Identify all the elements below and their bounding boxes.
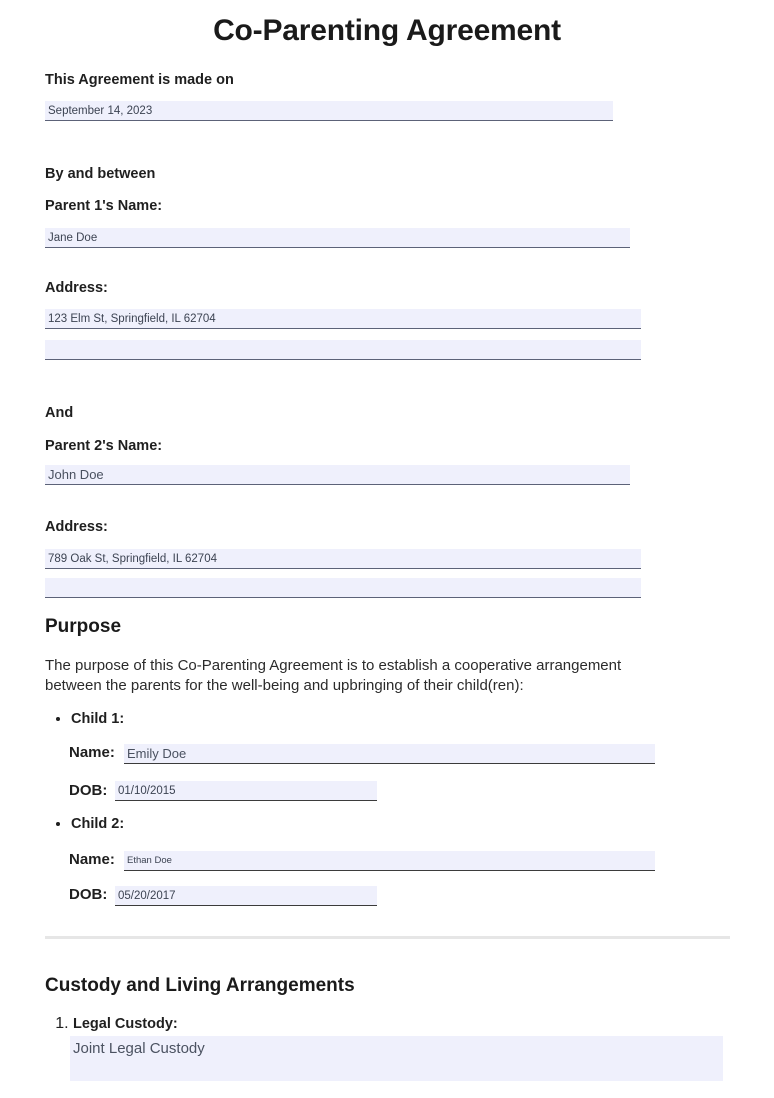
parent1-address-label: Address:: [45, 280, 108, 296]
parent1-name-field[interactable]: Jane Doe: [45, 228, 630, 248]
child-1-name-field[interactable]: Emily Doe: [124, 744, 655, 764]
legal-custody-label: Legal Custody: [73, 1016, 173, 1032]
child-2-bullet-list: [45, 815, 371, 833]
child-2-name-label: Name:: [69, 851, 115, 868]
child-1-bullet-list: [45, 710, 371, 728]
child-2-dob-field[interactable]: 05/20/2017: [115, 886, 377, 906]
label-colon: :: [172, 1016, 178, 1032]
parent2-address-line2-field[interactable]: [45, 578, 641, 598]
and-label: And: [45, 405, 74, 421]
parent2-address-label: Address:: [45, 519, 108, 535]
section-divider: [45, 936, 730, 939]
child-2-item: [71, 815, 371, 833]
label-colon: :: [102, 886, 108, 903]
parent1-name-label: Parent 1's Name:: [45, 198, 163, 214]
label-colon: :: [103, 280, 108, 296]
purpose-heading: Purpose: [45, 616, 122, 637]
label-colon: :: [103, 519, 108, 535]
by-and-between-label: By and between: [45, 166, 156, 182]
parent2-address-line1-field[interactable]: 789 Oak St, Springfield, IL 62704: [45, 549, 641, 569]
child-2-name-field[interactable]: Ethan Doe: [124, 851, 655, 871]
label-colon: :: [102, 782, 108, 799]
purpose-paragraph: The purpose of this Co-Parenting Agreement is to establish a cooperative arrangement between the parents for the well-being and upbringing of their child(ren):: [45, 657, 622, 694]
agreement-date-field[interactable]: September 14, 2023: [45, 101, 613, 121]
child-1-dob-field[interactable]: 01/10/2015: [115, 781, 377, 801]
label-colon: :: [119, 816, 125, 832]
label-colon: :: [119, 711, 125, 727]
label-colon: :: [157, 438, 163, 454]
parent1-address-line2-field[interactable]: [45, 340, 641, 360]
child-1-label: Child 1: [71, 711, 120, 727]
child-1-name-label: Name:: [69, 744, 115, 761]
child-2-dob-label: DOB:: [69, 886, 108, 903]
child-1-item: [71, 710, 371, 728]
custody-item-legal: [73, 1015, 473, 1033]
label-colon: :: [109, 744, 115, 761]
agreement-date-label: This Agreement is made on: [45, 72, 234, 88]
page-title: Co-Parenting Agreement: [213, 14, 561, 47]
child-1-dob-label: DOB:: [69, 782, 108, 799]
label-colon: :: [109, 851, 115, 868]
legal-custody-textarea[interactable]: Joint Legal Custody: [70, 1036, 723, 1081]
label-colon: :: [157, 198, 163, 214]
parent2-name-field[interactable]: John Doe: [45, 465, 630, 485]
agreement-date-label-row: [45, 71, 234, 89]
child-2-label: Child 2: [71, 816, 120, 832]
custody-heading: Custody and Living Arrangements: [45, 975, 355, 996]
parent1-address-line1-field[interactable]: 123 Elm St, Springfield, IL 62704: [45, 309, 641, 329]
custody-ordered-list: [45, 1015, 473, 1033]
parent2-name-label: Parent 2's Name:: [45, 438, 163, 454]
